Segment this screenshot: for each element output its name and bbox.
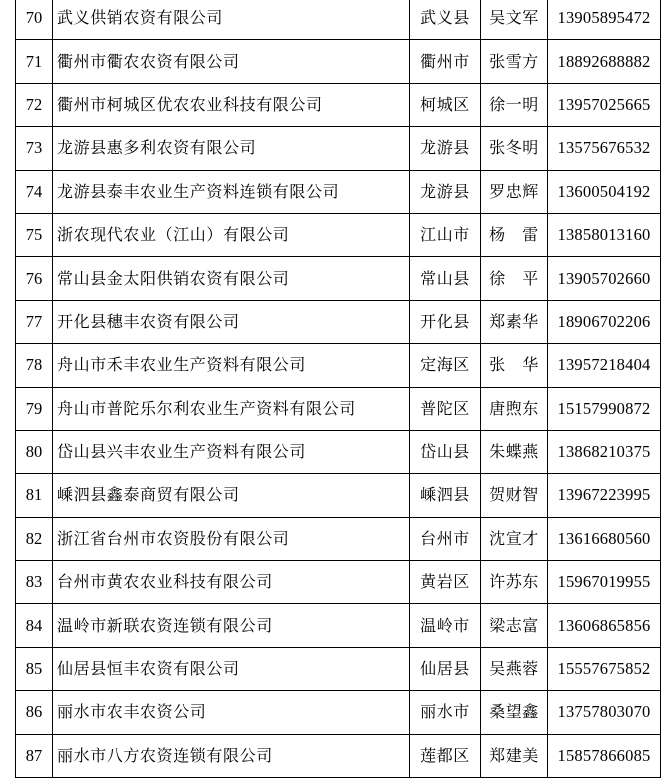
table-row xyxy=(16,257,661,300)
area-name: 嵊泗县 xyxy=(410,474,481,517)
contact-person: 唐煦东 xyxy=(481,387,548,430)
supplier-table xyxy=(15,0,661,778)
row-number: 85 xyxy=(16,647,53,690)
table-row xyxy=(16,170,661,213)
phone-number: 13957025665 xyxy=(548,83,661,126)
contact-person: 杨 雷 xyxy=(481,213,548,256)
phone-number: 13606865856 xyxy=(548,604,661,647)
contact-person: 郑素华 xyxy=(481,300,548,343)
row-number: 82 xyxy=(16,517,53,560)
contact-person: 朱蝶燕 xyxy=(481,430,548,473)
row-number: 70 xyxy=(16,0,53,40)
company-name: 武义供销农资有限公司 xyxy=(53,0,410,40)
company-name: 龙游县泰丰农业生产资料连锁有限公司 xyxy=(53,170,410,213)
contact-person: 张 华 xyxy=(481,344,548,387)
company-name: 常山县金太阳供销农资有限公司 xyxy=(53,257,410,300)
contact-person: 许苏东 xyxy=(481,561,548,604)
area-name: 黄岩区 xyxy=(410,561,481,604)
area-name: 武义县 xyxy=(410,0,481,40)
row-number: 75 xyxy=(16,213,53,256)
table-row xyxy=(16,604,661,647)
contact-person: 罗忠辉 xyxy=(481,170,548,213)
contact-person: 沈宣才 xyxy=(481,517,548,560)
company-name: 开化县穗丰农资有限公司 xyxy=(53,300,410,343)
company-name: 仙居县恒丰农资有限公司 xyxy=(53,647,410,690)
table-row xyxy=(16,474,661,517)
area-name: 丽水市 xyxy=(410,691,481,734)
phone-number: 15857866085 xyxy=(548,734,661,777)
area-name: 仙居县 xyxy=(410,647,481,690)
phone-number: 13616680560 xyxy=(548,517,661,560)
row-number: 76 xyxy=(16,257,53,300)
table-row xyxy=(16,0,661,40)
area-name: 柯城区 xyxy=(410,83,481,126)
table-row xyxy=(16,40,661,83)
phone-number: 18906702206 xyxy=(548,300,661,343)
row-number: 83 xyxy=(16,561,53,604)
company-name: 台州市黄农农业科技有限公司 xyxy=(53,561,410,604)
area-name: 衢州市 xyxy=(410,40,481,83)
phone-number: 13905895472 xyxy=(548,0,661,40)
table-row xyxy=(16,647,661,690)
phone-number: 13575676532 xyxy=(548,127,661,170)
company-name: 温岭市新联农资连锁有限公司 xyxy=(53,604,410,647)
area-name: 台州市 xyxy=(410,517,481,560)
phone-number: 15557675852 xyxy=(548,647,661,690)
company-name: 衢州市衢农农资有限公司 xyxy=(53,40,410,83)
area-name: 江山市 xyxy=(410,213,481,256)
area-name: 常山县 xyxy=(410,257,481,300)
phone-number: 13905702660 xyxy=(548,257,661,300)
phone-number: 13868210375 xyxy=(548,430,661,473)
phone-number: 18892688882 xyxy=(548,40,661,83)
company-name: 衢州市柯城区优农农业科技有限公司 xyxy=(53,83,410,126)
company-name: 丽水市农丰农资公司 xyxy=(53,691,410,734)
contact-person: 张冬明 xyxy=(481,127,548,170)
row-number: 74 xyxy=(16,170,53,213)
contact-person: 张雪方 xyxy=(481,40,548,83)
row-number: 78 xyxy=(16,344,53,387)
phone-number: 13757803070 xyxy=(548,691,661,734)
company-name: 浙农现代农业（江山）有限公司 xyxy=(53,213,410,256)
row-number: 71 xyxy=(16,40,53,83)
phone-number: 15967019955 xyxy=(548,561,661,604)
company-name: 舟山市普陀乐尔利农业生产资料有限公司 xyxy=(53,387,410,430)
row-number: 81 xyxy=(16,474,53,517)
supplier-table-body xyxy=(16,0,661,778)
table-row xyxy=(16,387,661,430)
area-name: 温岭市 xyxy=(410,604,481,647)
table-row xyxy=(16,691,661,734)
table-row xyxy=(16,300,661,343)
row-number: 86 xyxy=(16,691,53,734)
row-number: 73 xyxy=(16,127,53,170)
table-row xyxy=(16,430,661,473)
table-row xyxy=(16,517,661,560)
row-number: 79 xyxy=(16,387,53,430)
table-row xyxy=(16,344,661,387)
row-number: 84 xyxy=(16,604,53,647)
area-name: 岱山县 xyxy=(410,430,481,473)
area-name: 定海区 xyxy=(410,344,481,387)
contact-person: 郑建美 xyxy=(481,734,548,777)
area-name: 开化县 xyxy=(410,300,481,343)
contact-person: 梁志富 xyxy=(481,604,548,647)
phone-number: 13600504192 xyxy=(548,170,661,213)
company-name: 舟山市禾丰农业生产资料有限公司 xyxy=(53,344,410,387)
row-number: 87 xyxy=(16,734,53,777)
table-row xyxy=(16,213,661,256)
company-name: 浙江省台州市农资股份有限公司 xyxy=(53,517,410,560)
phone-number: 13957218404 xyxy=(548,344,661,387)
company-name: 嵊泗县鑫泰商贸有限公司 xyxy=(53,474,410,517)
table-row xyxy=(16,127,661,170)
area-name: 龙游县 xyxy=(410,170,481,213)
company-name: 龙游县惠多利农资有限公司 xyxy=(53,127,410,170)
row-number: 77 xyxy=(16,300,53,343)
phone-number: 13967223995 xyxy=(548,474,661,517)
row-number: 72 xyxy=(16,83,53,126)
area-name: 龙游县 xyxy=(410,127,481,170)
table-row xyxy=(16,561,661,604)
table-row xyxy=(16,734,661,777)
area-name: 莲都区 xyxy=(410,734,481,777)
company-name: 丽水市八方农资连锁有限公司 xyxy=(53,734,410,777)
row-number: 80 xyxy=(16,430,53,473)
contact-person: 吴燕蓉 xyxy=(481,647,548,690)
contact-person: 徐 平 xyxy=(481,257,548,300)
company-name: 岱山县兴丰农业生产资料有限公司 xyxy=(53,430,410,473)
area-name: 普陀区 xyxy=(410,387,481,430)
phone-number: 15157990872 xyxy=(548,387,661,430)
contact-person: 吴文军 xyxy=(481,0,548,40)
contact-person: 桑望鑫 xyxy=(481,691,548,734)
contact-person: 徐一明 xyxy=(481,83,548,126)
phone-number: 13858013160 xyxy=(548,213,661,256)
contact-person: 贺财智 xyxy=(481,474,548,517)
table-row xyxy=(16,83,661,126)
